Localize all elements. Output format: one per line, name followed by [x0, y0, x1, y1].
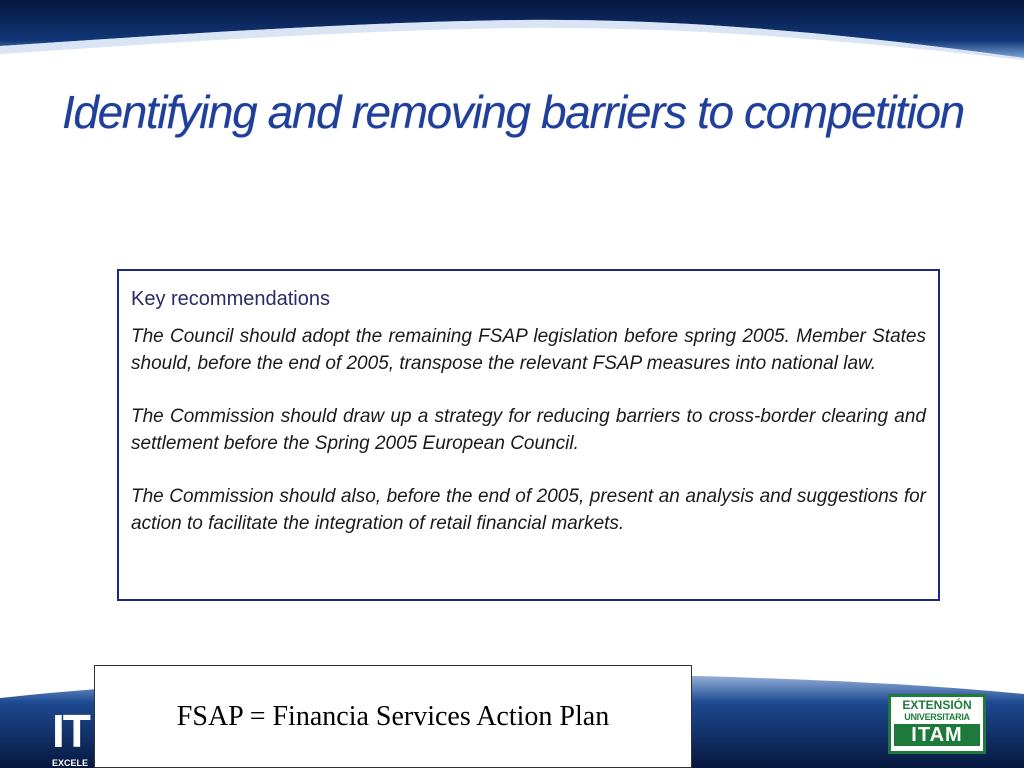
- extension-logo-line1: EXTENSIÓN: [902, 698, 972, 712]
- itam-logo-tagline: EXCELE: [52, 758, 89, 768]
- extension-universitaria-logo: [888, 694, 986, 754]
- key-recommendations-heading: Key recommendations: [131, 288, 330, 310]
- slide-title: Identifying and removing barriers to competition: [62, 86, 964, 138]
- itam-logo: [52, 708, 94, 768]
- itam-logo-letters: IT: [52, 708, 89, 757]
- fsap-note: FSAP = Financia Services Action Plan: [94, 665, 692, 768]
- recommendation-paragraph: The Commission should also, before the end of 2005, present an analysis and suggestions for action to facilitate the integration of retail financial markets.: [131, 486, 926, 534]
- recommendation-paragraph: The Council should adopt the remaining FSAP legislation before spring 2005. Member States should, before the end of 2005, transpose the relevant FSAP measures into national law.: [131, 326, 926, 374]
- extension-logo-line2: UNIVERSITARIA: [904, 712, 970, 722]
- recommendation-paragraph: The Commission should draw up a strategy for reducing barriers to cross-border clearing and settlement before the Spring 2005 European Council.: [131, 406, 926, 454]
- extension-logo-line3: ITAM: [894, 724, 980, 746]
- key-recommendations-box: [117, 269, 940, 601]
- top-decorative-band: [0, 0, 1024, 60]
